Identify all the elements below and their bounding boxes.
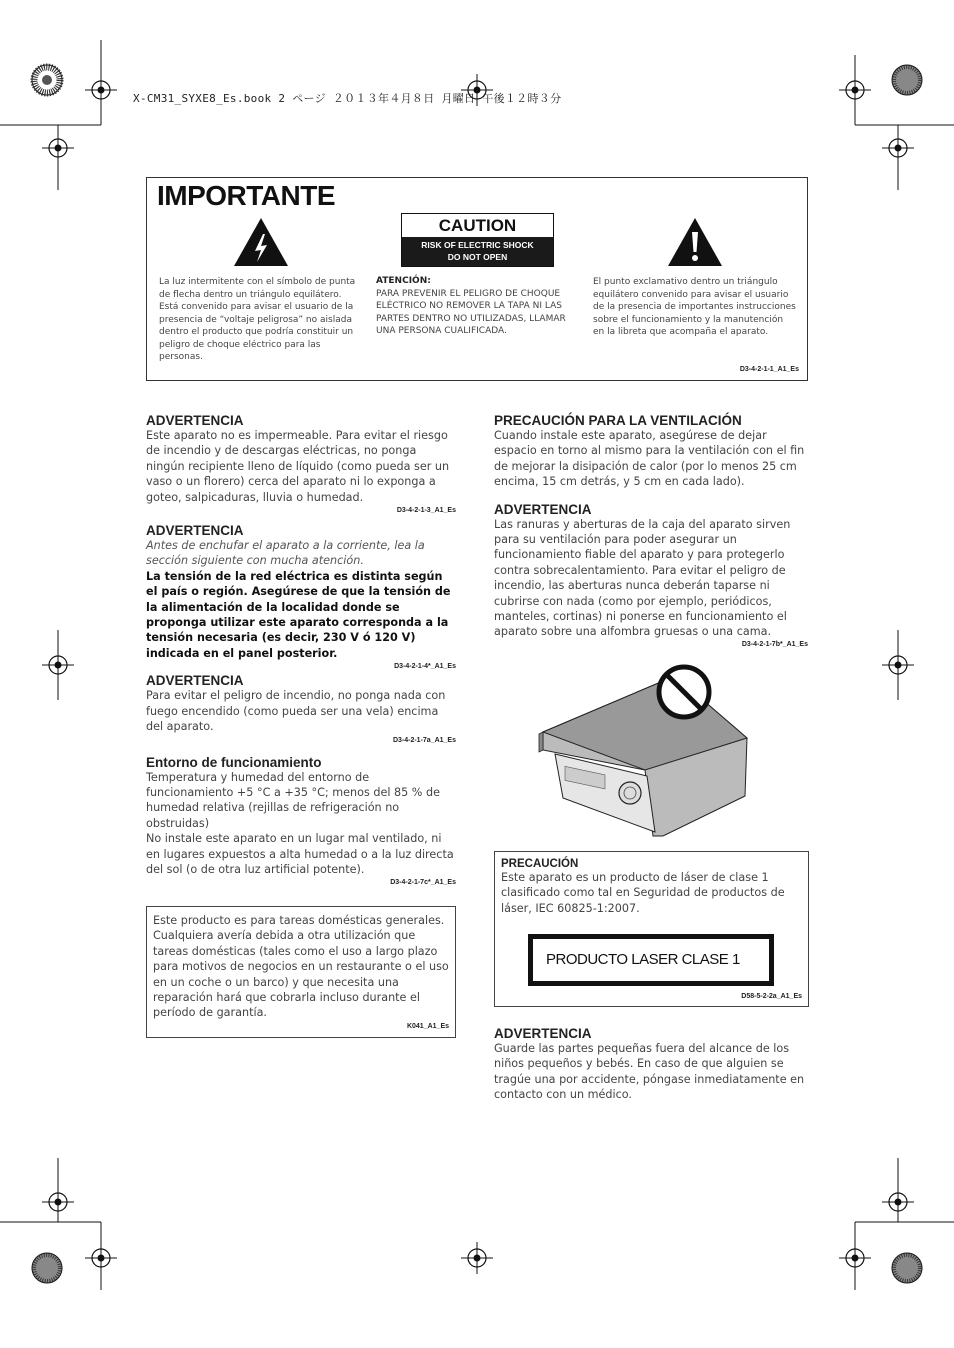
domestic-use-text: Este producto es para tareas domésticas generales. Cualquiera avería debida a otra utilización que tareas domésticas (tales como el uso a largo plazo para motivos de negocios en un restaurante o el uso en un coche o un barco) y que necesita una reparación hará que cobrarla incluso durante el período de garantía. (153, 914, 449, 1020)
section-title: ADVERTENCIA (494, 501, 592, 517)
laser-caution-text: Este aparato es un producto de láser de clase 1 clasificado como tal en Seguridad de productos de láser, IEC 60825-1:2007. (501, 871, 785, 915)
domestic-use-code: K041_A1_Es (406, 1022, 449, 1030)
caution-line-1: RISK OF ELECTRIC SHOCK (421, 240, 534, 250)
right-column (494, 413, 808, 648)
section-code: D3-4-2-1-7c*_A1_Es (390, 879, 456, 887)
section-italic-text: Antes de enchufar el aparato a la corriente, lea la sección siguiente con mucha atención. (146, 539, 425, 568)
domestic-use-box (146, 906, 456, 1038)
section-title: Entorno de funcionamiento (146, 754, 322, 770)
section-code: D3-4-2-1-3_A1_Es (396, 507, 456, 515)
section-text: Temperatura y humedad del entorno de funcionamiento +5 °C a +35 °C; menos del 85 % de humedad relativa (rejillas de refrigeración no obstruidas) (146, 770, 440, 830)
section-code: D3-4-2-1-7a_A1_Es (392, 736, 456, 744)
section-code: D3-4-2-1-7b*_A1_Es (741, 640, 808, 648)
left-column (146, 413, 456, 886)
section-title: ADVERTENCIA (146, 523, 244, 539)
exclamation-triangle-icon (666, 216, 724, 268)
section-text: Las ranuras y aberturas de la caja del aparato sirven para su ventilación para poder asegurar un funcionamiento fiable del aparato y para protegerlo contra sobrecalentamiento. Para evitar el peligro de incendio, las aberturas nunca deberán taparse ni cubrirse con nada (como por ejemplo, periódicos, manteles, cortinas) ni ponerse en funcionamiento el aparato sobre una alfombra gruesas o una cama. (494, 517, 791, 639)
lightning-description: La luz intermitente con el símbolo de punta de flecha dentro un triángulo equilátero. Está convenido para avisar el usuario de la presencia de “voltaje peligrosa” no aislada dentro el producto que podría constituir un peligro de choque eléctrico para las personas. (159, 277, 356, 362)
section-title: ADVERTENCIA (146, 673, 244, 689)
section-text: Guarde las partes pequeñas fuera del alcance de los niños pequeños y bebés. En caso de que alguien se tragúe una por accidente, póngase inmediatamente en contacto con un médico. (494, 1042, 805, 1102)
atencion-block (376, 275, 578, 338)
prohibited-icon (655, 663, 713, 721)
caution-line-2: DO NOT OPEN (447, 252, 508, 262)
section-title: ADVERTENCIA (146, 413, 244, 428)
laser-caution-title: PRECAUCIÓN (501, 858, 579, 870)
laser-class-label-inner (533, 939, 769, 981)
section-code: D3-4-2-1-4*_A1_Es (394, 663, 456, 671)
laser-class-text: PRODUCTO LASER CLASE 1 (546, 951, 740, 969)
small-parts-section (494, 1026, 808, 1103)
importante-title: IMPORTANTE (157, 180, 336, 211)
covered-device-illustration (535, 660, 765, 840)
section-text: Este aparato no es impermeable. Para evitar el riesgo de incendio y de descargas eléctricas, no ponga ningún recipiente lleno de líquido (como pueda ser un vaso o un florero) cerca del aparato ni lo exponga a goteo, salpicaduras, lluvia o humedad. (146, 429, 450, 504)
section-text: Cuando instale este aparato, asegúrese de dejar espacio en torno al mismo para la ventilación con el fin de mejorar la disipación de calor (por lo menos 25 cm encima, 15 cm detrás, y 5 cm en cada lado). (494, 429, 805, 489)
section-text: Para evitar el peligro de incendio, no ponga nada con fuego encendido (como pueda ser una vela) encima del aparato. (146, 689, 446, 734)
book-header: X-CM31_SYXE8_Es.book 2 ページ ２０１３年４月８日 月曜日 午後１２時３分 (133, 92, 562, 105)
atencion-text: PARA PREVENIR EL PELIGRO DE CHOQUE ELÉCTRICO NO REMOVER LA TAPA NI LAS PARTES DENTRO NO UTILIZADAS, LLAMAR UNA PERSONA CUALIFICADA. (376, 288, 566, 336)
exclamation-description: El punto exclamativo dentro un triángulo equilátero convenido para avisar el usuario de la presencia de importantes instrucciones sobre el funcionamiento y la manutención en la libreta que acompaña el aparato. (593, 277, 796, 337)
section-title: PRECAUCIÓN PARA LA VENTILACIÓN (494, 413, 742, 428)
caution-title: CAUTION (438, 216, 517, 235)
importante-code: D3-4-2-1-1_A1_Es (739, 366, 799, 373)
laser-caution-box (494, 851, 809, 1007)
lightning-triangle-icon (232, 216, 290, 268)
section-bold-text: La tensión de la red eléctrica es distinta según el país o región. Asegúrese de que la tensión de la alimentación de la localidad donde se proponga utilizar este aparato corresponda a la tensión necesaria (es decir, 230 V ó 120 V) indicada en el panel posterior. (146, 569, 451, 660)
caution-label (401, 213, 554, 267)
atencion-label: ATENCIÓN: (376, 276, 431, 286)
laser-class-label (528, 934, 774, 986)
laser-code: D58-5-2-2a_A1_Es (741, 993, 802, 1001)
section-title: ADVERTENCIA (494, 1026, 592, 1041)
section-text: No instale este aparato en un lugar mal ventilado, ni en lugares expuestos a alta humedad o a la luz directa del sol (o de otra luz artificial potente). (146, 832, 454, 876)
caution-subtext (402, 237, 553, 266)
